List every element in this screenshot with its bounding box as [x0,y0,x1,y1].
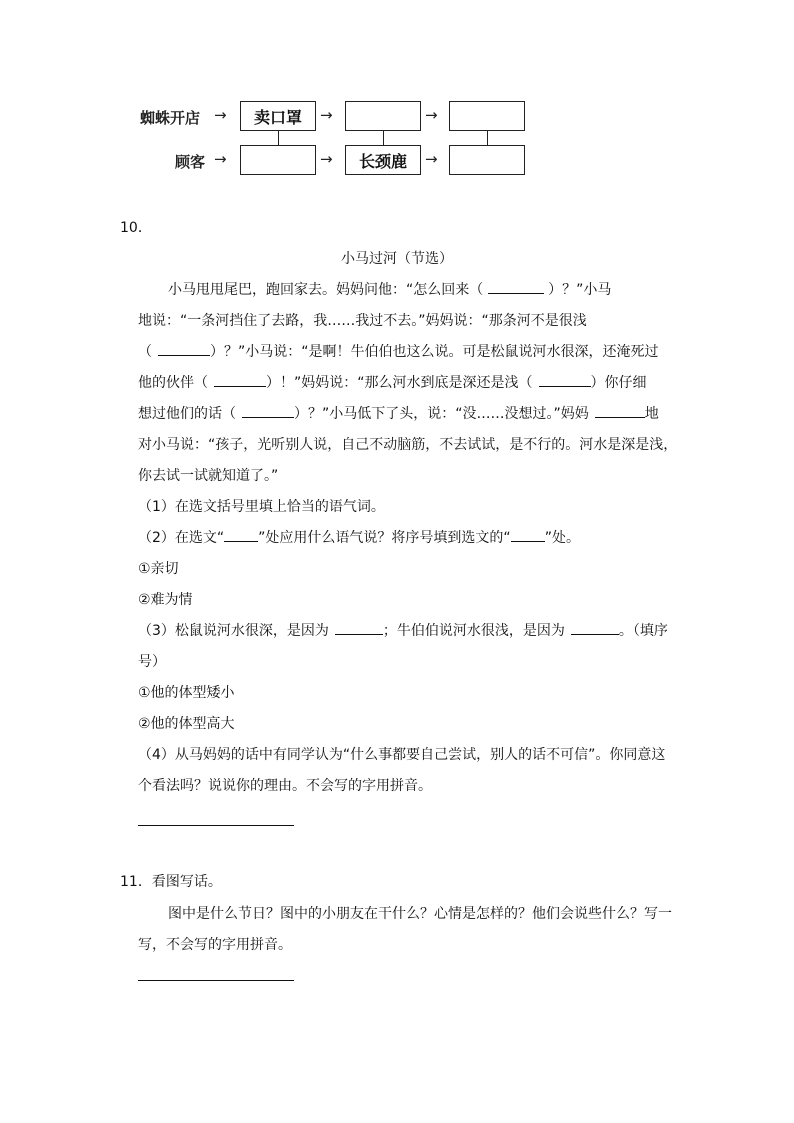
arrow-icon: → [320,150,333,168]
sub-question-3-cont: 号） [138,654,166,670]
sub-question-4: （4）从马妈妈的话中有同学认为“什么事都要自己尝试，别人的话不可信”。你同意这 [138,747,666,763]
arrow-icon: → [320,106,333,124]
question-11-head [120,872,222,892]
blank-box[interactable] [345,101,421,131]
sub-question-4-cont: 个看法吗？说说你的理由。不会写的字用拼音。 [138,778,432,794]
passage-text: （ [138,344,152,360]
passage-text: 小马甩甩尾巴，跑回家去。妈妈问他：“怎么回来（ [168,282,484,298]
passage-text: ）？”小马 [548,282,612,298]
question-11-line: 写，不会写的字用拼音。 [138,937,292,953]
box-label [450,102,524,130]
row-label-spider-shop: 蜘蛛开店 [140,109,201,127]
connector-line [487,131,488,145]
question-number: 11． [120,874,152,890]
box-label: 长颈鹿 [358,151,407,171]
passage-line [138,404,659,424]
passage-text: 想过他们的话（ [138,406,236,422]
blank-field[interactable] [539,373,591,387]
sub-question-1: （1）在选文括号里填上恰当的语气词。 [138,499,385,515]
blank-field[interactable] [158,342,210,356]
question-text: （2）在选文“ [138,530,225,546]
blank-field[interactable] [511,528,545,542]
box-label [346,102,420,130]
option-item: ①亲切 [138,561,179,577]
passage-line: 你去试一试就知道了。” [138,468,279,484]
blank-field[interactable] [242,404,294,418]
blank-box[interactable] [449,101,525,131]
question-text: （3）松鼠说河水很深，是因为 [138,623,329,639]
passage-text: ）你仔细 [590,375,647,391]
blank-box[interactable] [449,145,525,175]
blank-field[interactable] [335,621,383,635]
passage-title: 小马过河（节选） [341,251,453,267]
option-item: ②他的体型高大 [138,716,235,732]
passage-text: 地 [644,406,659,422]
box-label [241,146,315,174]
connector-line [383,131,384,145]
arrow-icon: → [425,106,438,124]
arrow-icon: → [425,150,438,168]
question-text: ”处应用什么语气说？将序号填到选文的“ [258,530,511,546]
question-text: 。（填序 [618,623,668,639]
question-number: 10． [120,220,152,236]
question-text: 看图写话。 [151,874,222,890]
box-giraffe [345,145,421,175]
row-label-customer: 顾客 [175,153,206,171]
blank-field[interactable] [595,404,645,418]
passage-text: ）？”小马低下了头，说：“没……没想过。”妈妈 [294,406,589,422]
question-text: ；牛伯伯说河水很浅，是因为 [382,623,565,639]
connector-line [278,131,279,145]
passage-text: ）！”妈妈说：“那么河水到底是深还是浅（ [266,375,533,391]
option-item: ②难为情 [138,592,193,608]
passage-line: 对小马说：“孩子，光听别人说，自己不动脑筋，不去试试，是不行的。河水是深是浅， [138,437,678,453]
box-label [450,146,524,174]
passage-text: 他的伙伴（ [138,375,208,391]
blank-field[interactable] [214,373,266,387]
blank-field[interactable] [571,621,619,635]
option-item: ①他的体型矮小 [138,685,235,701]
blank-field[interactable] [224,528,258,542]
blank-field[interactable] [488,280,544,294]
question-text: ”处。 [544,530,580,546]
arrow-icon: → [214,106,227,124]
question-11-line: 图中是什么节日？图中的小朋友在干什么？心情是怎样的？他们会说些什么？写一 [168,906,672,922]
blank-box[interactable] [240,145,316,175]
passage-line [138,373,647,393]
arrow-icon: → [214,150,227,168]
sub-question-2 [138,528,580,548]
passage-text: ）？”小马说：“是啊！牛伯伯也这么说。可是松鼠说河水很深，还淹死过 [210,344,659,360]
passage-line [138,342,659,362]
answer-line[interactable] [138,980,294,981]
sub-question-3 [138,621,668,641]
passage-line [168,280,611,300]
box-sell-masks [240,101,316,131]
answer-line[interactable] [138,825,294,826]
box-label: 卖口罩 [253,107,302,127]
passage-line: 地说：“一条河挡住了去路，我……我过不去。”妈妈说：“那条河不是很浅 [138,313,587,329]
